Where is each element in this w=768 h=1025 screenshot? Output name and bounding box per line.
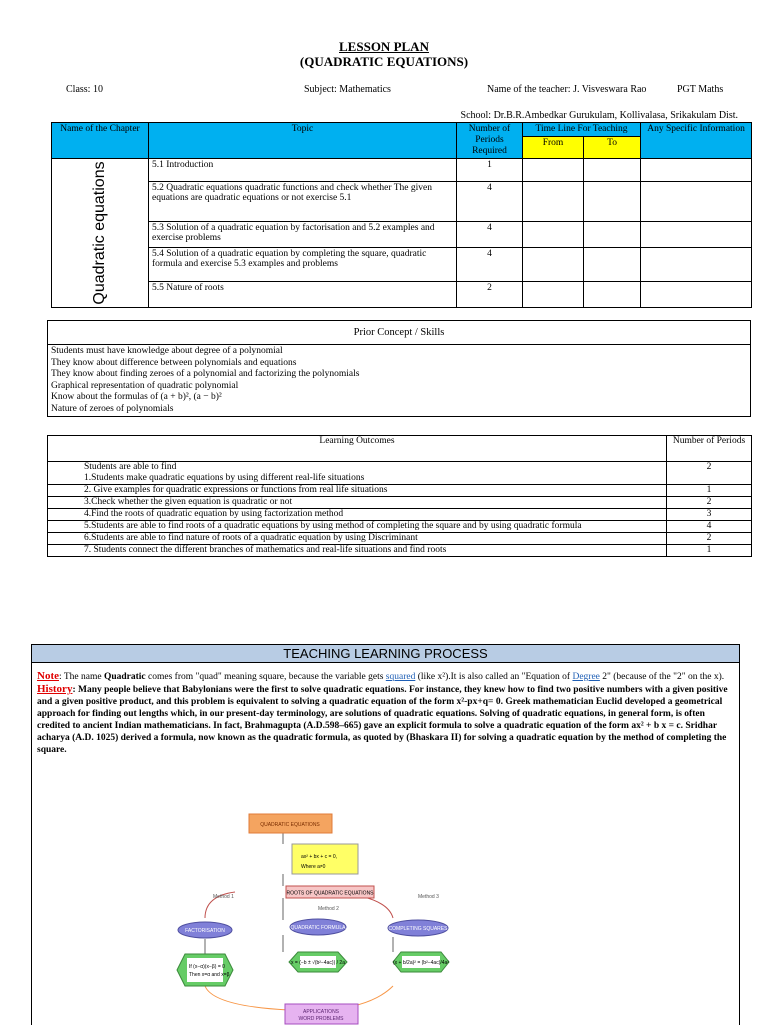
outcome-periods: 3 (667, 509, 752, 521)
col-to: To (584, 137, 641, 159)
note-text: (like x²).It is also called an "Equation of (415, 672, 573, 682)
method-1-label: Method 1 (213, 894, 234, 900)
from-cell (523, 159, 584, 182)
prior-concepts-table (47, 320, 751, 417)
formula-text: ax² + bx + c = 0, (301, 854, 337, 860)
prior-item: Know about the formulas of (a + b)², (a − b)² (51, 392, 222, 402)
outcome-text: 7. Students connect the different branches of mathematics and real-life situations and find roots (48, 545, 667, 557)
to-cell (584, 222, 641, 248)
method-3-label: Method 3 (418, 894, 439, 900)
from-cell (523, 222, 584, 248)
quadratic-concept-diagram (173, 806, 449, 1024)
info-cell (641, 222, 752, 248)
info-cell (641, 159, 752, 182)
prior-item: They know about difference between polynomials and equations (51, 357, 297, 368)
col-periods: Number of Periods Required (457, 123, 523, 159)
chapter-name: Quadratic equations (91, 161, 108, 305)
designation-label: PGT Maths (677, 84, 724, 95)
learning-outcomes-table (47, 435, 752, 557)
history-label: History (37, 683, 73, 695)
info-cell (641, 248, 752, 282)
outcome-periods: 2 (667, 497, 752, 509)
tlp-title: TEACHING LEARNING PROCESS (32, 645, 739, 663)
topic-cell: 5.2 Quadratic equations quadratic functions and check whether The given equations are quadratic equations or not exercise 5.1 (149, 182, 457, 222)
outcome-row (48, 462, 667, 485)
squared-link[interactable]: squared (385, 672, 416, 682)
col-chapter: Name of the Chapter (52, 123, 149, 159)
word-problems-label: WORD PROBLEMS (298, 1016, 344, 1022)
info-cell (641, 282, 752, 308)
note-text: 2" (because of the "2" on the x). (599, 672, 725, 682)
result-card (187, 958, 223, 982)
periods-cell: 4 (457, 222, 523, 248)
periods-header: Number of Periods (667, 436, 752, 462)
prior-item: Students must have knowledge about degree of a polynomial (51, 346, 283, 356)
outcome-periods: 1 (667, 545, 752, 557)
topic-cell: 5.4 Solution of a quadratic equation by completing the square, quadratic formula and exercise 5.3 examples and problems (149, 248, 457, 282)
lesson-plan-table (51, 122, 752, 308)
outcome-periods: 1 (667, 485, 752, 497)
school-label: School: Dr.B.R.Ambedkar Gurukulam, Kollivalasa, Srikakulam Dist. (460, 110, 738, 121)
note-label: Note (37, 670, 59, 682)
outcome-periods: 2 (667, 462, 752, 485)
degree-link[interactable]: Degree (572, 672, 600, 682)
topic-cell: 5.5 Nature of roots (149, 282, 457, 308)
to-cell (584, 282, 641, 308)
outcome-text: 3.Check whether the given equation is quadratic or not (48, 497, 667, 509)
from-cell (523, 248, 584, 282)
col-topic: Topic (149, 123, 457, 159)
note-paragraph (37, 670, 734, 683)
from-cell (523, 282, 584, 308)
result1b-text: Then x=α and x=β (189, 972, 230, 978)
history-text: : Many people believe that Babylonians were the first to solve quadratic equations. For instance, they knew how to find two positive numbers with a given positive and a given positive product, and this problem is equivalent to solving a quadratic equation of the form x²-px+q= 0. Greek mathematician Euclid developed a geometrical approach for finding out lengths which, in our present-day terminology, are solutions of quadratic equations. Solving of quadratic equations, in general form, is often credited to ancient Indian mathematicians. In fact, Brahmagupta (A.D.598–665) gave an explicit formula to solve a quadratic equation of the form ax² + b x = c. Sridhar acharya (A.D. 1025) derived a formula, now known as the quadratic formula, as quoted by (Bhaskara II) for solving a quadratic equation by the method of completing the square. (37, 685, 728, 755)
periods-cell: 1 (457, 159, 523, 182)
from-cell (523, 182, 584, 222)
to-cell (584, 159, 641, 182)
periods-cell: 2 (457, 282, 523, 308)
lesson-plan-subtitle: (QUADRATIC EQUATIONS) (299, 54, 469, 69)
periods-cell: 4 (457, 248, 523, 282)
outcomes-header: Learning Outcomes (48, 436, 667, 462)
prior-item: Nature of zeroes of polynomials (51, 403, 174, 414)
topic-cell: 5.3 Solution of a quadratic equation by factorisation and 5.2 examples and exercise problems (149, 222, 457, 248)
formula-note: Where a≠0 (301, 864, 326, 870)
lesson-plan-title: LESSON PLAN (339, 39, 429, 54)
col-info: Any Specific Information (641, 123, 752, 159)
outcome-text: 1.Students make quadratic equations by using different real-life situations (84, 473, 365, 483)
subject-label: Subject: Mathematics (304, 84, 391, 95)
result1-text: If (x−α)(x−β) = 0 (189, 964, 225, 970)
tlp-body (32, 663, 739, 756)
quadratic-equations-label: QUADRATIC EQUATIONS (260, 822, 320, 828)
method-2-label: Method 2 (318, 906, 339, 912)
prior-item: Graphical representation of quadratic polynomial (51, 380, 239, 391)
note-quadratic: Quadratic (103, 672, 146, 682)
quadratic-formula-label: QUADRATIC FORMULA (290, 925, 346, 931)
periods-cell: 4 (457, 182, 523, 222)
outcome-text: 4.Find the roots of quadratic equation by using factorization method (48, 509, 667, 521)
result2-text: x = (−b ± √(b²−4ac)) / 2a (291, 960, 345, 966)
teacher-label: Name of the teacher: J. Visveswara Rao (487, 84, 647, 95)
chapter-cell (52, 159, 149, 308)
outcome-periods: 4 (667, 521, 752, 533)
history-paragraph (37, 683, 734, 756)
info-cell (641, 182, 752, 222)
prior-title: Prior Concept / Skills (48, 321, 751, 345)
to-cell (584, 248, 641, 282)
note-text: comes from "quad" meaning square, because the variable gets (145, 672, 386, 682)
outcome-text: 6.Students are able to find nature of roots of a quadratic equation by using Discriminant (48, 533, 667, 545)
col-timeline: Time Line For Teaching (523, 123, 641, 137)
outcome-intro: Students are able to find (84, 462, 177, 472)
outcome-text: 2. Give examples for quadratic expressions or functions from real life situations (48, 485, 667, 497)
result3-text: (x + b/2a)² = (b²−4ac)/4a² (393, 960, 449, 966)
col-from: From (523, 137, 584, 159)
outcome-periods: 2 (667, 533, 752, 545)
note-text: : The name (59, 672, 104, 682)
topic-cell: 5.1 Introduction (149, 159, 457, 182)
class-label: Class: 10 (66, 84, 103, 95)
roots-label: ROOTS OF QUADRATIC EQUATIONS (286, 890, 374, 897)
connector (205, 986, 288, 1010)
to-cell (584, 182, 641, 222)
prior-item: They know about finding zeroes of a polynomial and factorizing the polynomials (51, 369, 360, 379)
completing-squares-label: COMPLETING SQUARES (388, 926, 448, 932)
factorisation-label: FACTORISATION (185, 928, 225, 934)
prior-list (48, 345, 751, 417)
outcome-text: 5.Students are able to find roots of a quadratic equations by using method of completing the square and by using quadratic formula (48, 521, 667, 533)
applications-label: APPLICATIONS (302, 1009, 340, 1015)
